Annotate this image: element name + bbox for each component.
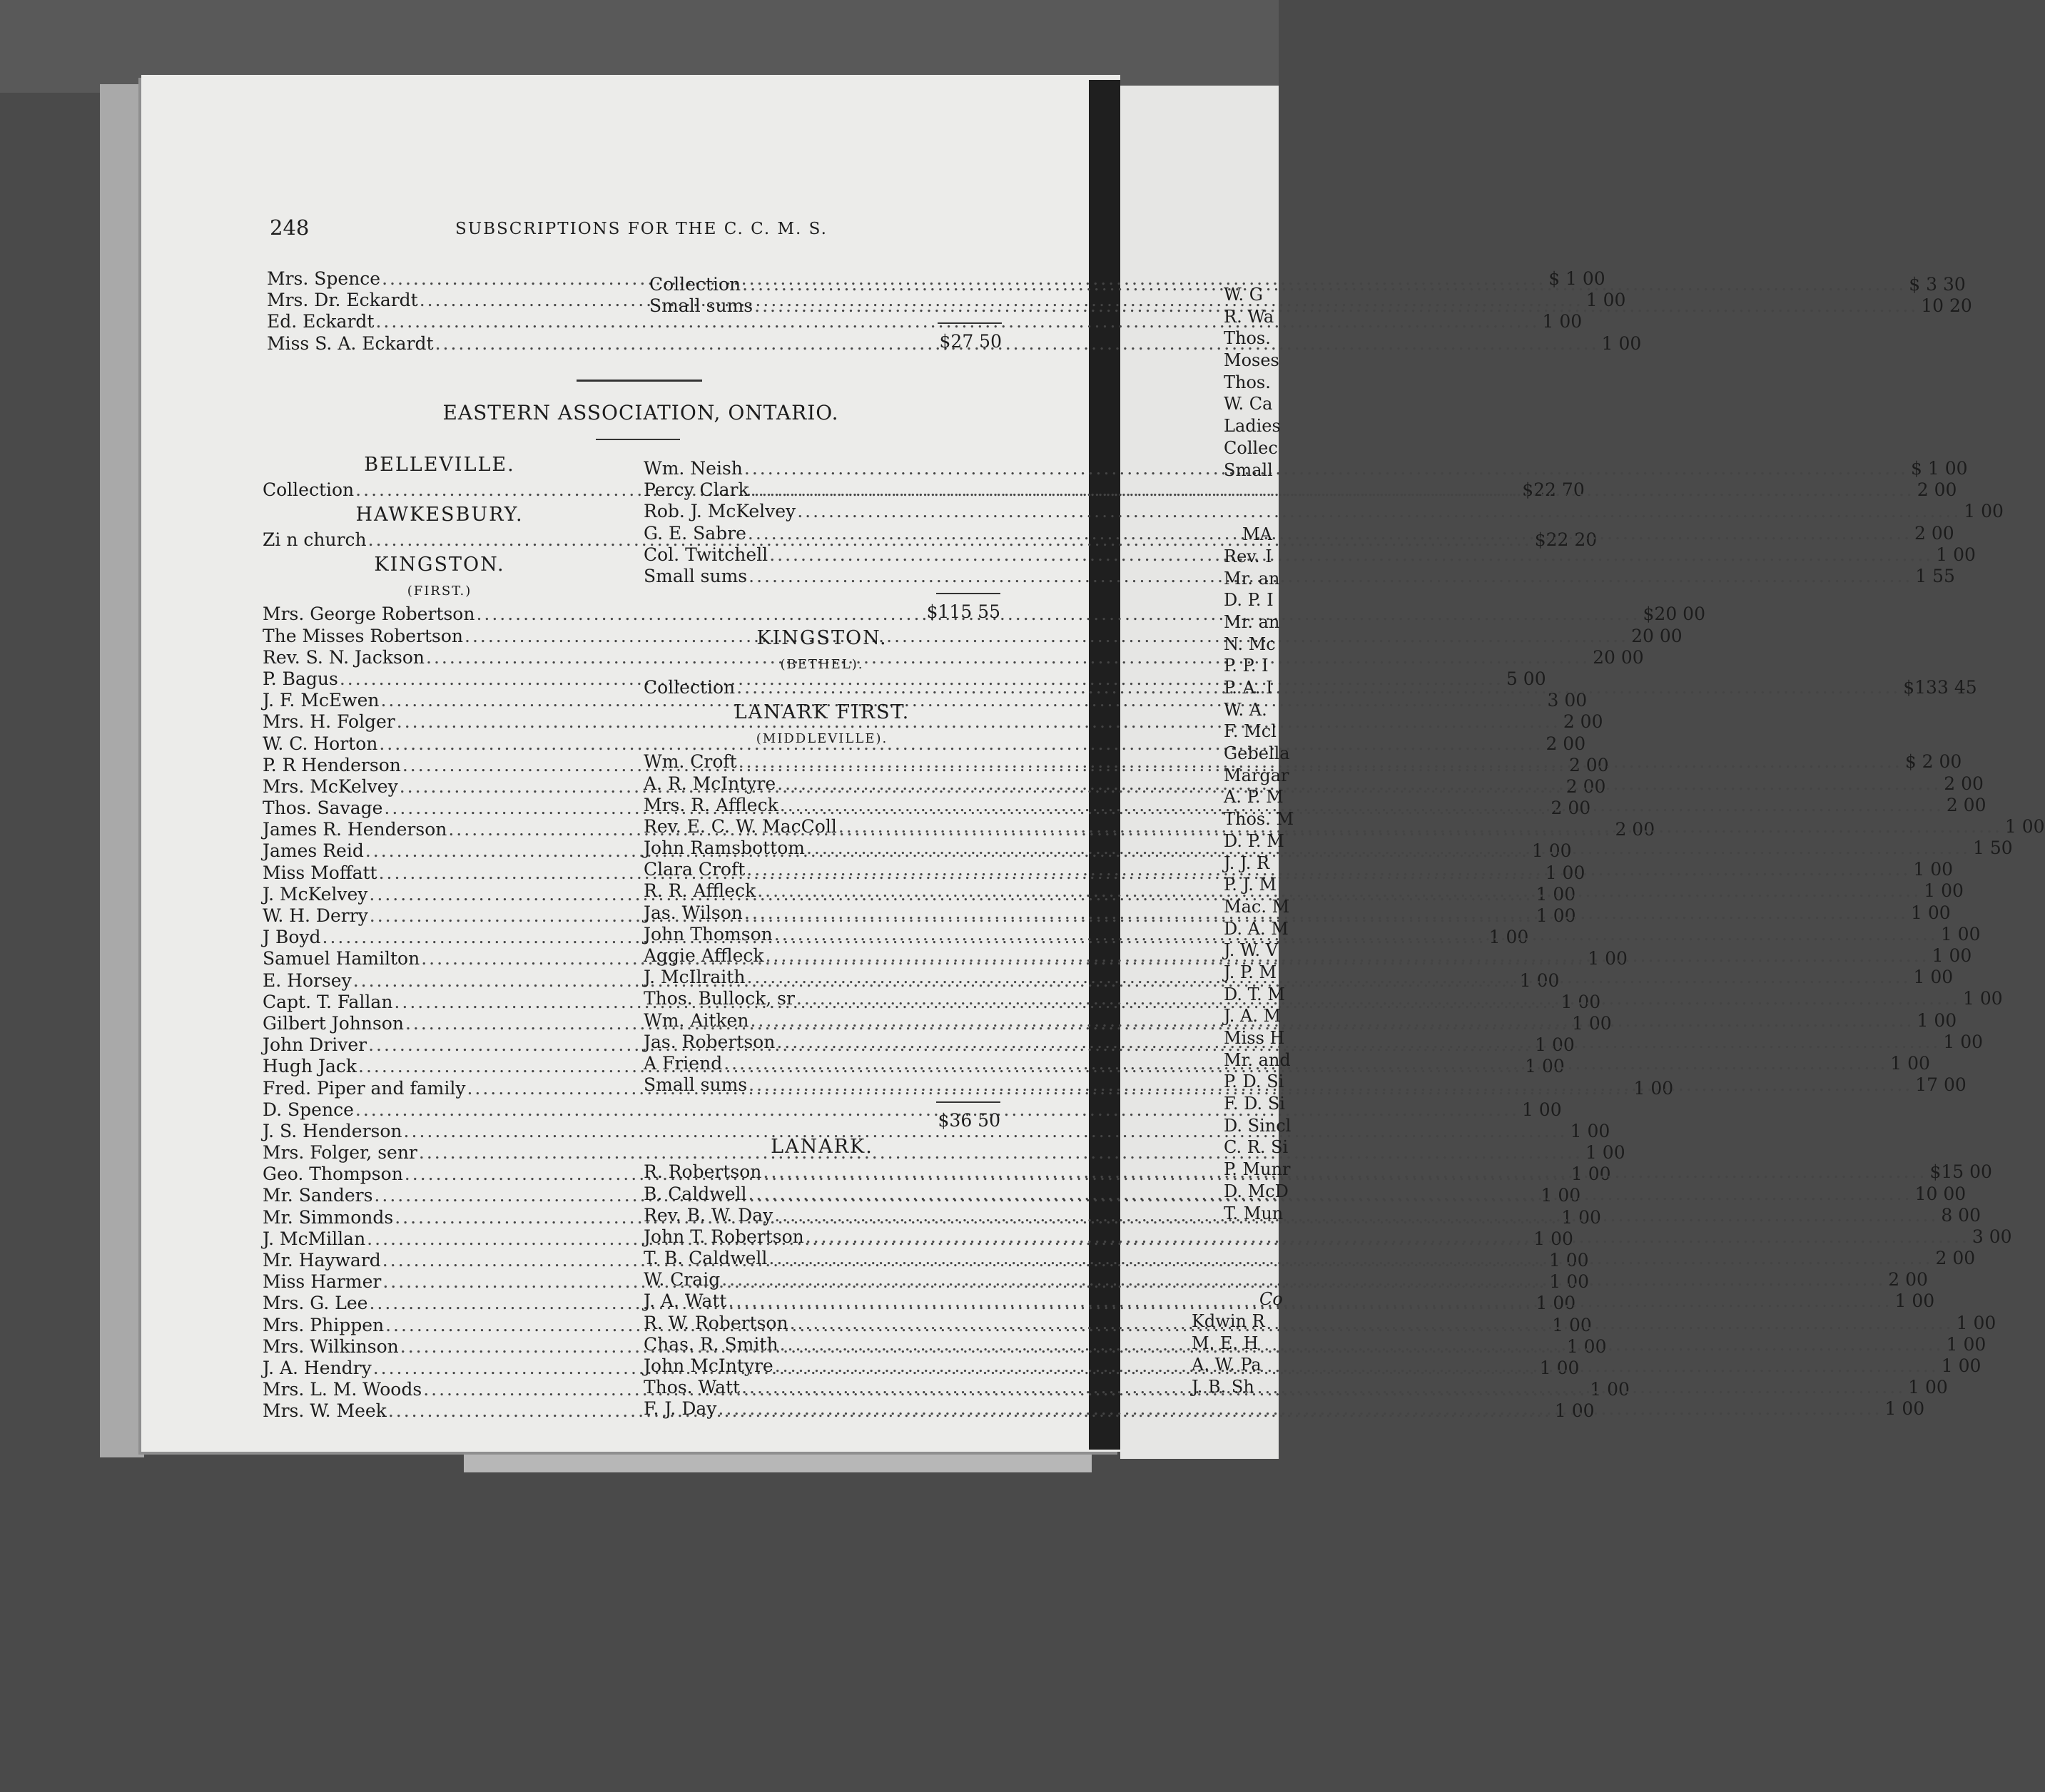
entry-name: J. A. Hendry <box>263 1357 372 1378</box>
entry-name: Col. Twitchell <box>644 544 768 565</box>
entry-name: Chas. R. Smith <box>644 1333 778 1355</box>
entry-amount: 1 00 <box>1572 1012 1612 1034</box>
facing-line: Miss H <box>1224 1028 1285 1048</box>
facing-subheading: Co <box>1259 1289 1283 1310</box>
entry-amount: 1 00 <box>2004 815 2045 837</box>
entry-name: Thos. Savage <box>263 798 383 819</box>
entry-name: Mr. Simmonds <box>263 1206 394 1228</box>
entry-name: Thos. Bullock, sr <box>644 988 795 1009</box>
entry-amount: 2 00 <box>1917 479 1957 501</box>
entry-amount: 1 00 <box>1633 1077 1674 1099</box>
entry-amount: 1 00 <box>1541 1185 1581 1206</box>
facing-line: J. P. M <box>1224 962 1277 982</box>
entry-name: Small sums <box>644 565 748 586</box>
spacer <box>1224 481 1294 524</box>
entry-amount: 1 00 <box>1533 1228 1573 1249</box>
entry-amount: 5 00 <box>1506 668 1546 689</box>
section-heading: BELLEVILLE. <box>364 454 515 476</box>
entry-name: Collection <box>649 274 741 295</box>
leader-dots <box>740 1377 1905 1398</box>
entry-amount: 20 00 <box>1593 646 1644 668</box>
entry-amount: $15 00 <box>1929 1161 1992 1183</box>
entry-amount: 1 00 <box>1924 880 1964 902</box>
facing-line: Mr. and <box>1224 1049 1291 1070</box>
leader-dots <box>768 544 1933 566</box>
facing-line: D. P. I <box>1224 590 1274 611</box>
entry-name: Fred. Piper and family <box>263 1077 466 1099</box>
page-number: 248 <box>270 215 310 240</box>
facing-line: D. Sincl <box>1224 1115 1292 1136</box>
entry-amount: 1 00 <box>1590 1379 1630 1400</box>
entry-name: R. W. Robertson <box>644 1312 788 1333</box>
entry-amount: 1 00 <box>1542 311 1583 332</box>
entry-amount: 1 00 <box>1531 840 1572 862</box>
entry-amount: 2 00 <box>1563 711 1603 733</box>
leader-dots <box>747 566 1912 587</box>
entry-amount: 1 00 <box>1917 1009 1957 1031</box>
entry-name: Mr. Sanders <box>263 1185 373 1206</box>
facing-line: D. P. M <box>1224 830 1284 851</box>
facing-line: D. T. M <box>1224 984 1285 1004</box>
facing-line: Mr. an <box>1224 611 1280 632</box>
facing-line: Mac. M <box>1224 896 1290 917</box>
entry-amount: 1 00 <box>1561 991 1601 1012</box>
section-heading: LANARK. <box>771 1136 873 1159</box>
section-heading: LANARK FIRST. <box>734 701 910 724</box>
entry-name: Miss Harmer <box>263 1271 382 1293</box>
entry-name: F. J. Day <box>644 1398 717 1420</box>
entry-name: Miss Moffatt <box>263 862 377 883</box>
entry-name: Mrs. Spence <box>267 268 381 289</box>
facing-line: C. R. Si <box>1224 1137 1289 1158</box>
entry-name: Mr. Hayward <box>263 1250 381 1271</box>
leader-dots <box>741 274 1906 295</box>
entry-name: Mrs. Folger, senr <box>263 1142 417 1164</box>
facing-line: P. D. Si <box>1224 1071 1284 1092</box>
facing-line: P. J. M <box>1224 875 1277 895</box>
facing-line: A. W. Pa <box>1192 1355 1262 1375</box>
entry-name: Collection <box>644 677 736 698</box>
entry-name: Hugh Jack <box>263 1056 357 1077</box>
entry-name: A. R. McIntyre <box>644 773 776 794</box>
facing-line: Collec <box>1224 437 1278 458</box>
entry-amount: 1 00 <box>1890 1052 1930 1074</box>
entry-amount: 1 00 <box>1536 1293 1576 1314</box>
section-total: $115 55 <box>926 601 1000 623</box>
entry-name: Mrs. R. Affleck <box>644 794 778 815</box>
leader-dots <box>775 1032 1940 1053</box>
entry-name: James R. Henderson <box>263 819 447 840</box>
facing-line: D. A. M <box>1224 918 1289 939</box>
leader-dots <box>778 1334 1944 1355</box>
leader-dots <box>720 1269 1885 1290</box>
leader-dots <box>795 988 1960 1009</box>
facing-line: W. A. <box>1224 699 1267 720</box>
entry-amount: 1 00 <box>1913 859 1954 880</box>
entry-amount: 1 00 <box>1519 969 1560 991</box>
entry-name: James Reid <box>263 840 364 862</box>
facing-line: P. Munr <box>1224 1159 1291 1180</box>
facing-line: F. D. Si <box>1224 1094 1285 1114</box>
leader-dots <box>737 751 1902 773</box>
facing-line: P. A. I <box>1224 678 1273 698</box>
entry-amount: 1 00 <box>1940 923 1981 945</box>
leader-dots <box>746 523 1912 544</box>
facing-line: Thos. <box>1224 372 1271 392</box>
entry-name: J Boyd <box>263 927 321 948</box>
entry-amount: 1 00 <box>1525 1056 1565 1077</box>
entry-amount: 1 00 <box>1561 1206 1601 1228</box>
entry-name: J. A. Watt <box>644 1290 727 1312</box>
leader-dots <box>776 773 1941 795</box>
entry-amount: 1 00 <box>1554 1400 1595 1422</box>
entry-name: W. Craig <box>644 1269 721 1290</box>
facing-line: J. A. M <box>1224 1006 1282 1027</box>
entry-name: Small sums <box>644 1074 748 1096</box>
facing-line: Ladies <box>1224 416 1281 437</box>
entry-amount: 2 00 <box>1888 1269 1928 1290</box>
entry-name: Mrs. W. Meek <box>263 1400 387 1422</box>
facing-line: Thos. M <box>1224 809 1294 830</box>
facing-line: A. P. M <box>1224 787 1284 808</box>
running-header <box>270 215 1012 244</box>
leader-dots <box>749 479 1914 501</box>
spacer <box>1224 1224 1294 1288</box>
leader-dots <box>805 838 1970 859</box>
entry-name: Miss S. A. Eckardt <box>267 332 434 354</box>
entry-amount: $22 20 <box>1534 529 1598 551</box>
leader-dots <box>425 647 1590 668</box>
entry-name: Gilbert Johnson <box>263 1012 404 1034</box>
entry-amount: 20 00 <box>1631 625 1683 646</box>
entry-amount: 1 00 <box>1535 1034 1575 1056</box>
entry-amount: 1 00 <box>1570 1164 1611 1185</box>
facing-line: Mr. an <box>1224 568 1280 589</box>
entry-name: D. Spence <box>263 1099 354 1120</box>
facing-line: Rev. I <box>1224 546 1272 566</box>
sum-rule <box>644 587 1000 600</box>
entry-name: R. R. Affleck <box>644 880 756 902</box>
entry-name: Collection <box>263 479 355 500</box>
entry-name: John Thomson <box>644 923 773 945</box>
facing-line: Thos. <box>1224 328 1271 349</box>
entry-amount: $ 1 00 <box>1548 268 1605 289</box>
entry-name: Thos. Watt <box>644 1377 741 1398</box>
entry-amount: 2 00 <box>1944 773 1984 794</box>
leader-dots <box>745 967 1910 988</box>
entry-amount: 1 00 <box>1570 1120 1610 1141</box>
entry-amount: 2 00 <box>1935 1248 1976 1269</box>
leader-dots <box>726 1290 1892 1312</box>
book-edge <box>100 84 144 1457</box>
entry-name: B. Caldwell <box>644 1183 747 1204</box>
entry-amount: 2 00 <box>1615 819 1655 840</box>
facing-line: R. Wa <box>1224 306 1274 327</box>
leader-dots <box>753 295 1918 317</box>
leader-dots <box>773 1355 1939 1377</box>
entry-name: Jas. Robertson <box>644 1031 776 1052</box>
entry-name: Mrs. H. Folger <box>263 711 395 733</box>
entry-name: Rev. B. W. Day <box>644 1204 773 1226</box>
entry-amount: 1 00 <box>1910 902 1951 923</box>
entry-amount: 1 00 <box>1964 501 2004 522</box>
running-title: SUBSCRIPTIONS FOR THE C. C. M. S. <box>455 220 828 238</box>
section-heading: KINGSTON. <box>756 627 888 650</box>
entry-amount: 1 00 <box>1962 988 2003 1009</box>
leader-dots <box>722 1053 1887 1074</box>
entry-amount: 2 00 <box>1551 798 1591 819</box>
entry-amount: 1 00 <box>1536 905 1576 926</box>
leader-dots <box>463 626 1628 647</box>
facing-line: W. G <box>1224 285 1263 305</box>
entry-name: John Ramsbottom <box>644 838 805 859</box>
entry-amount: 3 00 <box>1972 1226 2012 1247</box>
entry-row <box>644 1398 1925 1420</box>
entry-amount: 1 00 <box>1936 544 1976 565</box>
entry-amount: 2 00 <box>1566 775 1606 797</box>
section-heading: HAWKESBURY. <box>355 504 524 526</box>
entry-name: Mrs. G. Lee <box>263 1293 368 1314</box>
entry-name: Mrs. Phippen <box>263 1314 385 1335</box>
leader-dots <box>716 1398 1882 1420</box>
entry-row <box>644 501 2004 522</box>
entry-name: Small sums <box>649 295 753 317</box>
entry-amount: 1 00 <box>1549 1271 1590 1293</box>
entry-name: Wm. Croft <box>644 751 737 773</box>
entry-amount: 1 00 <box>1585 290 1626 311</box>
entry-amount: 2 00 <box>1914 522 1954 544</box>
leader-dots <box>767 1248 1932 1269</box>
section-rule <box>577 380 702 382</box>
entry-amount: 1 00 <box>1946 1333 1986 1355</box>
entry-name: J. McKelvey <box>263 883 368 905</box>
entry-amount: 3 00 <box>1547 690 1588 711</box>
leader-dots <box>746 1183 1912 1205</box>
facing-line: Small <box>1224 459 1273 480</box>
facing-line: J. J. R <box>1224 852 1270 873</box>
entry-name: Geo. Thompson <box>263 1164 403 1185</box>
entry-amount: 1 00 <box>1552 1314 1592 1335</box>
entry-amount: 1 00 <box>1913 967 1954 988</box>
section-subheading: (BETHEL). <box>780 657 864 673</box>
entry-name: Jas. Wilson <box>644 902 743 923</box>
entry-name: Mrs. McKelvey <box>263 775 398 797</box>
entry-name: A Friend <box>644 1052 723 1074</box>
entry-name: J. F. McEwen <box>263 690 380 711</box>
facing-line: P. P. I <box>1224 656 1269 676</box>
leader-dots <box>764 945 1929 967</box>
entry-name: Mrs. Dr. Eckardt <box>267 290 418 311</box>
entry-name: P. Bagus <box>263 668 338 689</box>
section-heading: KINGSTON. <box>374 554 505 576</box>
entry-name: Capt. T. Fallan <box>263 991 393 1012</box>
entry-amount: 1 00 <box>1941 1355 1981 1376</box>
facing-line: T. Mun <box>1224 1203 1284 1223</box>
sum-rule <box>649 317 1002 330</box>
entry-amount: 2 00 <box>1946 794 1986 815</box>
entry-amount: 1 00 <box>1943 1031 1984 1052</box>
entry-name: John McIntyre <box>644 1355 773 1376</box>
entry-amount: 1 00 <box>1894 1290 1935 1312</box>
entry-name: Aggie Affleck <box>644 945 764 966</box>
entry-name: Rob. J. McKelvey <box>644 501 796 522</box>
entry-amount: 1 00 <box>1908 1377 1948 1398</box>
facing-line: Gebella <box>1224 743 1290 764</box>
entry-amount: 1 55 <box>1915 565 1955 586</box>
entry-name: Zi n church <box>263 529 367 551</box>
leader-dots <box>434 333 1599 355</box>
leader-dots <box>761 1161 1927 1183</box>
facing-line: D. McD <box>1224 1181 1289 1201</box>
leader-dots <box>773 924 1938 945</box>
section-subheading: (MIDDLEVILLE). <box>756 731 888 747</box>
entry-name: J. McMillan <box>263 1228 366 1249</box>
entry-amount: $133 45 <box>1903 677 1977 698</box>
entry-amount: 1 00 <box>1588 948 1628 969</box>
facing-line: N. Mc <box>1224 633 1276 654</box>
entry-name: E. Horsey <box>263 969 352 991</box>
entry-amount: 1 00 <box>1585 1142 1625 1164</box>
leader-dots <box>743 902 1908 924</box>
leader-dots <box>743 458 1908 479</box>
entry-name: Ed. Eckardt <box>267 311 375 332</box>
entry-amount: 1 00 <box>1884 1398 1925 1420</box>
entry-name: W. C. Horton <box>263 733 378 754</box>
leader-dots <box>745 859 1910 880</box>
facing-line: Kdwin R <box>1192 1310 1265 1331</box>
entry-amount: $ 3 30 <box>1909 274 1966 295</box>
entry-amount: 10 00 <box>1914 1183 1967 1204</box>
entry-name: J. S. Henderson <box>263 1120 402 1141</box>
entry-name: Samuel Hamilton <box>263 948 420 969</box>
entry-amount: 1 00 <box>1548 1250 1589 1271</box>
leader-dots <box>756 880 1921 902</box>
entry-amount: 2 00 <box>1568 754 1609 775</box>
entry-name: Clara Croft <box>644 859 746 880</box>
entry-name: Mrs. Wilkinson <box>263 1335 399 1357</box>
entry-name: P. R Henderson <box>263 754 401 775</box>
leader-dots <box>837 816 2002 838</box>
facing-line: Moses <box>1224 350 1279 371</box>
entry-name: Rev. E. C. W. MacColl <box>644 815 837 837</box>
entry-amount: 1 00 <box>1932 945 1972 966</box>
leader-dots <box>749 1010 1914 1032</box>
entry-amount: 1 00 <box>1539 1357 1580 1378</box>
entry-amount: 2 00 <box>1546 733 1586 754</box>
leader-dots <box>773 1205 1938 1226</box>
entry-amount: 10 20 <box>1921 295 1972 317</box>
leader-dots <box>735 677 1900 698</box>
section-title: EASTERN ASSOCIATION, ONTARIO. <box>442 401 839 424</box>
entry-name: R. Robertson <box>644 1161 762 1183</box>
leader-dots <box>788 1313 1954 1334</box>
facing-line: J. B. Sh <box>1192 1376 1254 1397</box>
entry-name: Wm. Neish <box>644 458 743 479</box>
section-subheading: (FIRST.) <box>407 584 472 599</box>
entry-name: Rev. S. N. Jackson <box>263 646 425 668</box>
entry-amount: 1 00 <box>1566 1335 1607 1357</box>
facing-line: F. Mcl <box>1224 721 1277 742</box>
entry-name: J. McIlraith <box>644 967 746 988</box>
leader-dots <box>747 1074 1912 1096</box>
section-rule <box>596 439 680 440</box>
sum-rule <box>644 1096 1000 1109</box>
section-total: $36 50 <box>938 1110 1000 1131</box>
top-total: $27 50 <box>939 331 1002 352</box>
facing-line: M. E. H <box>1192 1333 1259 1353</box>
leader-dots <box>804 1226 1969 1248</box>
entry-amount: 8 00 <box>1941 1204 1981 1226</box>
entry-amount: 1 00 <box>1956 1312 1996 1333</box>
entry-amount: 1 00 <box>1488 927 1529 948</box>
entry-amount: $20 00 <box>1643 604 1705 625</box>
entry-name: John Driver <box>263 1034 367 1056</box>
entry-name: Wm. Aitken <box>644 1009 749 1031</box>
entry-amount: 1 50 <box>1973 838 2013 859</box>
leader-dots <box>796 501 1961 522</box>
leader-dots <box>778 795 1944 816</box>
facing-line: Margar <box>1224 765 1289 785</box>
entry-amount: $ 2 00 <box>1904 751 1962 773</box>
entry-name: G. E. Sabre <box>644 522 746 544</box>
entry-name: T. B. Caldwell <box>644 1248 768 1269</box>
entry-name: The Misses Robertson <box>263 625 463 646</box>
entry-amount: 1 00 <box>1601 332 1642 354</box>
entry-name: John T. Robertson <box>644 1226 804 1247</box>
facing-line: W. Ca <box>1224 394 1273 414</box>
entry-amount: 1 00 <box>1536 883 1576 905</box>
facing-line: J. W. V <box>1224 940 1279 961</box>
facing-page-text <box>1192 284 1294 1398</box>
entry-name: W. H. Derry <box>263 905 368 926</box>
entry-amount: 1 00 <box>1545 862 1585 883</box>
entry-name: Percy Clark <box>644 479 749 501</box>
facing-heading: MA <box>1242 524 1272 545</box>
entry-amount: 1 00 <box>1521 1099 1562 1120</box>
entry-amount: 17 00 <box>1915 1074 1967 1096</box>
entry-amount: $22 70 <box>1522 479 1585 500</box>
entry-amount: $ 1 00 <box>1910 458 1968 479</box>
entry-name: Mrs. L. M. Woods <box>263 1379 422 1400</box>
entry-name: Mrs. George Robertson <box>263 604 475 625</box>
